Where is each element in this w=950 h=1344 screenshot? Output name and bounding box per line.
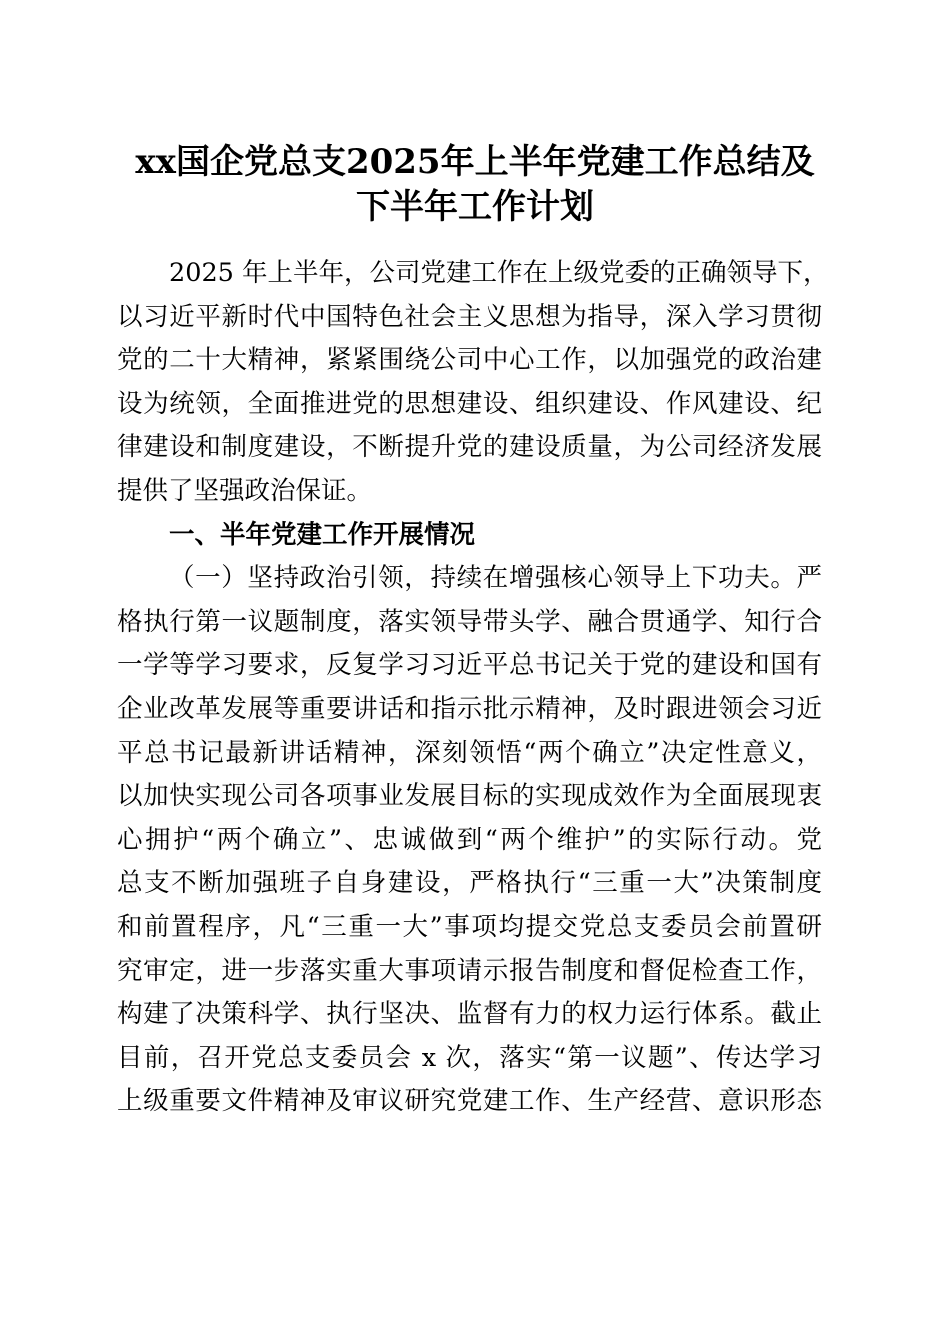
para-line: （一）坚持政治引领，持续在增强核心领导上下功夫。严 xyxy=(169,563,822,594)
para-line: 企业改革发展等重要讲话和指示批示精神，及时跟进领会习近 xyxy=(117,693,822,724)
intro-line: 设为统领，全面推进党的思想建设、组织建设、作风建设、纪 xyxy=(117,388,822,419)
intro-line: 党的二十大精神，紧紧围绕公司中心工作，以加强党的政治建 xyxy=(117,345,822,376)
intro-line: 2025 年上半年，公司党建工作在上级党委的正确领导下， xyxy=(169,258,829,288)
para-line: 目前，召开党总支委员会 x 次，落实“第一议题”、传达学习 xyxy=(117,1042,822,1073)
section-heading: 一、半年党建工作开展情况 xyxy=(169,519,476,550)
para-line: 格执行第一议题制度，落实领导带头学、融合贯通学、知行合 xyxy=(117,606,822,637)
intro-line: 律建设和制度建设，不断提升党的建设质量，为公司经济发展 xyxy=(117,432,822,463)
intro-line: 以习近平新时代中国特色社会主义思想为指导，深入学习贯彻 xyxy=(117,301,822,332)
para-line: 和前置程序，凡“三重一大”事项均提交党总支委员会前置研 xyxy=(117,911,822,942)
document-title-line-2: 下半年工作计划 xyxy=(356,187,594,227)
para-line: 平总书记最新讲话精神，深刻领悟“两个确立”决定性意义， xyxy=(117,737,822,768)
para-line: 构建了决策科学、执行坚决、监督有力的权力运行体系。截止 xyxy=(117,999,822,1030)
document-title-line-1: xx国企党总支2025年上半年党建工作总结及 xyxy=(135,142,815,182)
para-line: 心拥护“两个确立”、忠诚做到“两个维护”的实际行动。党 xyxy=(117,824,822,855)
para-line: 总支不断加强班子自身建设，严格执行“三重一大”决策制度 xyxy=(117,868,822,899)
document-body xyxy=(117,252,829,1124)
para-line: 究审定，进一步落实重大事项请示报告制度和督促检查工作， xyxy=(117,955,822,986)
para-line: 一学等学习要求，反复学习习近平总书记关于党的建设和国有 xyxy=(117,650,822,681)
para-line: 以加快实现公司各项事业发展目标的实现成效作为全面展现衷 xyxy=(117,781,822,812)
para-line: 上级重要文件精神及审议研究党建工作、生产经营、意识形态 xyxy=(117,1086,822,1117)
intro-line: 提供了坚强政治保证。 xyxy=(117,475,373,506)
